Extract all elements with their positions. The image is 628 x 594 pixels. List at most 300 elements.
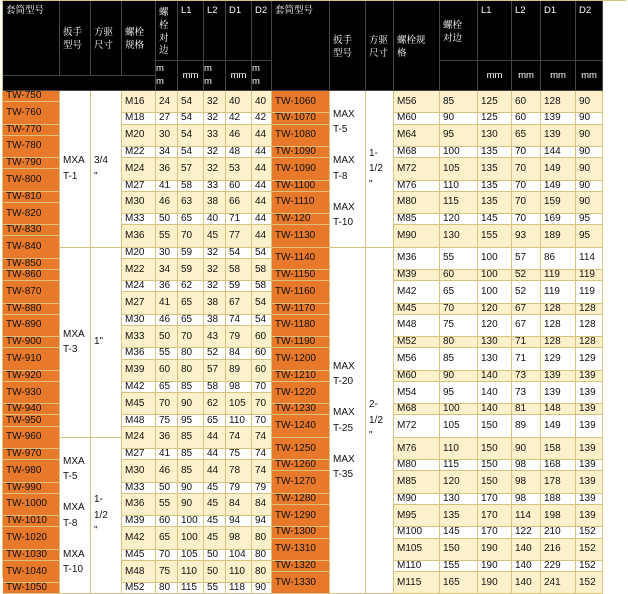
l1-cell: 95 [178, 415, 204, 426]
l1-cell: 70 [178, 225, 204, 247]
d1-cell: 110 [226, 561, 252, 583]
header-bolt: 螺栓 规格 [122, 1, 156, 76]
flats-cell-right: 155 [440, 561, 478, 572]
header-blank [3, 76, 156, 91]
bolt-cell: M22 [122, 147, 156, 158]
type-cell: TW-1040 [3, 561, 60, 583]
l2-cell-right: 81 [512, 404, 541, 415]
d1-cell-right: 128 [541, 91, 576, 113]
d2-cell: 84 [252, 494, 272, 516]
d2-cell-right: 128 [576, 315, 603, 337]
bolt-cell: M48 [122, 561, 156, 583]
d1-cell-right: 189 [541, 225, 576, 247]
d1-cell-right: 149 [541, 415, 576, 437]
l1-cell: 54 [178, 113, 204, 124]
l2-cell: 32 [204, 248, 226, 259]
d1-cell-right: 139 [541, 125, 576, 147]
flats-cell: 70 [156, 550, 178, 561]
l2-cell-right: 73 [512, 382, 541, 404]
bolt-cell-right: M80 [394, 192, 440, 214]
flats-cell: 36 [156, 427, 178, 449]
header-type-right: 套筒型号 [272, 1, 330, 91]
flats-cell: 24 [156, 91, 178, 113]
flats-cell-right: 130 [440, 494, 478, 505]
flats-cell: 70 [156, 393, 178, 415]
flats-cell: 46 [156, 192, 178, 214]
bolt-cell-right: M90 [394, 225, 440, 247]
flats-cell: 46 [156, 460, 178, 482]
l1-cell-right: 130 [478, 337, 512, 348]
flats-cell: 34 [156, 259, 178, 281]
d2-cell-right: 139 [576, 471, 603, 493]
d2-cell: 44 [252, 225, 272, 247]
l2-cell: 65 [204, 415, 226, 426]
bolt-cell: M36 [122, 494, 156, 516]
d2-cell: 42 [252, 113, 272, 124]
type-cell-right: TW-1210 [272, 371, 330, 382]
l2-cell: 50 [204, 550, 226, 561]
d1-cell-right: 139 [541, 371, 576, 382]
type-cell: TW-880 [3, 304, 60, 315]
flats-cell: 36 [156, 281, 178, 292]
d2-cell-right: 119 [576, 270, 603, 281]
d1-cell-right: 119 [541, 270, 576, 281]
l1-cell: 70 [178, 326, 204, 348]
bolt-cell: M30 [122, 460, 156, 482]
bolt-cell: M30 [122, 192, 156, 214]
d1-cell: 110 [226, 415, 252, 426]
header-drive-right: 方驱 尺寸 [366, 1, 394, 91]
flats-cell: 80 [156, 583, 178, 594]
d1-cell: 40 [226, 91, 252, 113]
type-cell-right: TW-1160 [272, 281, 330, 303]
l1-cell: 90 [178, 494, 204, 516]
bolt-cell-right: M80 [394, 460, 440, 471]
d1-cell-right: 158 [541, 438, 576, 460]
d2-cell: 60 [252, 360, 272, 382]
l2-cell: 58 [204, 382, 226, 393]
flats-cell: 34 [156, 147, 178, 158]
d2-cell-right: 90 [576, 192, 603, 214]
d1-cell: 59 [226, 281, 252, 292]
l2-cell-right: 52 [512, 281, 541, 303]
l1-cell-right: 170 [478, 505, 512, 527]
d2-cell: 80 [252, 561, 272, 583]
d2-cell-right: 90 [576, 125, 603, 147]
l2-cell-right: 71 [512, 337, 541, 348]
flats-cell-right: 95 [440, 382, 478, 404]
d2-cell: 44 [252, 125, 272, 147]
type-cell-right: TW-1330 [272, 572, 330, 594]
flats-cell-right: 100 [440, 147, 478, 158]
d1-cell-right: 178 [541, 471, 576, 493]
l1-cell-right: 140 [478, 371, 512, 382]
l2-cell: 33 [204, 181, 226, 192]
d1-cell-right: 229 [541, 561, 576, 572]
l2-cell: 45 [204, 225, 226, 247]
type-cell-right: TW-1240 [272, 415, 330, 437]
l1-cell-right: 155 [478, 225, 512, 247]
flats-cell-right: 120 [440, 471, 478, 493]
l1-cell-right: 130 [478, 348, 512, 370]
d2-cell-right: 139 [576, 460, 603, 471]
flats-cell-right: 110 [440, 181, 478, 192]
l2-cell: 32 [204, 113, 226, 124]
type-cell-right: TW-1230 [272, 404, 330, 415]
type-cell-right: TW-1080 [272, 125, 330, 147]
d2-cell-right: 128 [576, 304, 603, 315]
l1-cell: 59 [178, 248, 204, 259]
flats-cell-right: 115 [440, 192, 478, 214]
l1-cell-right: 125 [478, 113, 512, 124]
flats-cell-right: 105 [440, 158, 478, 180]
wrench-group: MXA T-3 [60, 248, 91, 438]
d2-cell-right: 152 [576, 572, 603, 594]
l1-cell: 54 [178, 147, 204, 158]
l1-cell-right: 135 [478, 192, 512, 214]
type-cell-right: TW-1260 [272, 460, 330, 471]
l2-cell-right: 114 [512, 505, 541, 527]
d2-cell: 54 [252, 315, 272, 326]
bolt-cell-right: M56 [394, 348, 440, 370]
d1-cell-right: 149 [541, 181, 576, 192]
d1-cell: 118 [226, 583, 252, 594]
header-d1: D1 [226, 1, 252, 61]
bolt-cell-right: M52 [394, 337, 440, 348]
d2-cell: 44 [252, 214, 272, 225]
header-bolt-right: 螺栓规 格 [394, 1, 440, 91]
type-cell: TW-840 [3, 236, 60, 258]
flats-cell-right: 65 [440, 281, 478, 303]
d1-cell: 105 [226, 393, 252, 415]
l2-cell-right: 65 [512, 125, 541, 147]
d2-cell: 44 [252, 192, 272, 214]
bolt-cell-right: M45 [394, 304, 440, 315]
bolt-cell-right: M72 [394, 415, 440, 437]
d1-cell: 42 [226, 113, 252, 124]
type-cell-right: TW-1130 [272, 225, 330, 247]
d1-cell-right: 149 [541, 158, 576, 180]
l2-cell: 33 [204, 125, 226, 147]
l1-cell: 80 [178, 360, 204, 382]
bolt-cell: M18 [122, 113, 156, 124]
header-d1-unit: mm [226, 61, 252, 91]
wrench-group: MXA T-1 [60, 91, 91, 248]
d1-cell: 74 [226, 427, 252, 449]
bolt-cell-right: M42 [394, 281, 440, 303]
bolt-cell-right: M110 [394, 561, 440, 572]
l2-cell: 38 [204, 315, 226, 326]
l2-cell: 44 [204, 427, 226, 449]
drive-group: 3/4 " [91, 91, 122, 248]
l1-cell-right: 140 [478, 404, 512, 415]
bolt-cell: M20 [122, 125, 156, 147]
type-cell: TW-750 [3, 91, 60, 102]
l2-cell-right: 140 [512, 539, 541, 561]
d2-cell-right: 139 [576, 371, 603, 382]
flats-cell-right: 130 [440, 225, 478, 247]
d2-cell-right: 152 [576, 561, 603, 572]
d2-cell-right: 95 [576, 214, 603, 225]
bolt-cell-right: M68 [394, 404, 440, 415]
d2-cell-right: 139 [576, 404, 603, 415]
l2-cell-right: 70 [512, 214, 541, 225]
d1-cell: 84 [226, 348, 252, 359]
l2-cell-right: 57 [512, 248, 541, 270]
bolt-cell-right: M54 [394, 382, 440, 404]
type-cell: TW-990 [3, 483, 60, 494]
d2-cell: 44 [252, 158, 272, 180]
flats-cell-right: 145 [440, 527, 478, 538]
d2-cell-right: 119 [576, 281, 603, 303]
flats-cell: 36 [156, 158, 178, 180]
flats-cell: 30 [156, 125, 178, 147]
header-flats-unit-right [440, 61, 478, 91]
header-flats-right: 螺栓 对边 [440, 1, 478, 61]
type-cell-right: TW-1270 [272, 471, 330, 493]
d1-cell: 78 [226, 460, 252, 482]
bolt-cell: M33 [122, 214, 156, 225]
type-cell-right: TW-1180 [272, 315, 330, 337]
bolt-cell: M45 [122, 550, 156, 561]
type-cell-right: TW-120 [272, 214, 330, 225]
d1-cell: 79 [226, 483, 252, 494]
bolt-cell-right: M76 [394, 438, 440, 460]
type-cell: TW-900 [3, 337, 60, 348]
flats-cell: 50 [156, 214, 178, 225]
type-cell: TW-810 [3, 192, 60, 203]
d1-cell-right: 198 [541, 505, 576, 527]
l2-cell: 44 [204, 460, 226, 482]
l2-cell-right: 67 [512, 315, 541, 337]
header-d1-unit-right: mm [541, 61, 576, 91]
l1-cell-right: 140 [478, 382, 512, 404]
flats-cell: 50 [156, 483, 178, 494]
flats-cell-right: 90 [440, 371, 478, 382]
d2-cell-right: 90 [576, 158, 603, 180]
type-cell-right: TW-1310 [272, 539, 330, 561]
d1-cell-right: 216 [541, 539, 576, 561]
d2-cell-right: 152 [576, 527, 603, 538]
flats-cell-right: 75 [440, 315, 478, 337]
flats-cell: 75 [156, 415, 178, 426]
l1-cell-right: 145 [478, 214, 512, 225]
l2-cell: 32 [204, 281, 226, 292]
d1-cell-right: 129 [541, 348, 576, 370]
flats-cell-right: 95 [440, 125, 478, 147]
l1-cell: 59 [178, 259, 204, 281]
d2-cell-right: 90 [576, 181, 603, 192]
l1-cell-right: 120 [478, 304, 512, 315]
bolt-cell: M42 [122, 382, 156, 393]
type-cell: TW-930 [3, 382, 60, 404]
l2-cell-right: 90 [512, 438, 541, 460]
l2-cell: 32 [204, 259, 226, 281]
d1-cell: 66 [226, 192, 252, 214]
flats-cell: 65 [156, 527, 178, 549]
flats-cell: 41 [156, 292, 178, 314]
d2-cell: 70 [252, 393, 272, 415]
type-cell: TW-1000 [3, 494, 60, 516]
flats-cell-right: 135 [440, 505, 478, 527]
l1-cell-right: 190 [478, 539, 512, 561]
bolt-cell: M52 [122, 583, 156, 594]
type-cell: TW-980 [3, 460, 60, 482]
l1-cell: 85 [178, 382, 204, 393]
d1-cell-right: 148 [541, 404, 576, 415]
bolt-cell: M42 [122, 527, 156, 549]
d2-cell: 80 [252, 550, 272, 561]
l2-cell-right: 70 [512, 192, 541, 214]
l1-cell: 57 [178, 158, 204, 180]
d2-cell-right: 139 [576, 494, 603, 505]
d1-cell-right: 241 [541, 572, 576, 594]
flats-cell-right: 105 [440, 415, 478, 437]
d2-cell-right: 90 [576, 147, 603, 158]
type-cell-right: TW-1150 [272, 270, 330, 281]
l1-cell: 54 [178, 125, 204, 147]
flats-cell-right: 120 [440, 214, 478, 225]
d2-cell-right: 139 [576, 505, 603, 527]
l2-cell: 45 [204, 483, 226, 494]
l1-cell-right: 170 [478, 494, 512, 505]
l2-cell-right: 89 [512, 415, 541, 437]
l1-cell: 65 [178, 292, 204, 314]
header-l2-right: L2 [512, 1, 541, 61]
bolt-cell: M24 [122, 427, 156, 449]
d2-cell: 90 [252, 583, 272, 594]
bolt-cell: M39 [122, 516, 156, 527]
flats-cell: 41 [156, 181, 178, 192]
drive-group: 1- 1/2 " [91, 438, 122, 594]
flats-cell-right: 110 [440, 438, 478, 460]
d2-cell-right: 139 [576, 438, 603, 460]
type-cell: TW-800 [3, 169, 60, 191]
drive-group-right: 1- 1/2 " [366, 91, 394, 248]
d1-cell-right: 86 [541, 248, 576, 270]
l2-cell-right: 122 [512, 527, 541, 538]
d2-cell-right: 152 [576, 539, 603, 561]
l2-cell-right: 73 [512, 371, 541, 382]
bolt-cell: M45 [122, 393, 156, 415]
l2-cell: 45 [204, 494, 226, 516]
l1-cell-right: 150 [478, 438, 512, 460]
l2-cell: 45 [204, 516, 226, 527]
header-l2: L2 [204, 1, 226, 61]
header-wrench: 扳手 型号 [60, 1, 91, 76]
bolt-cell-right: M72 [394, 158, 440, 180]
bolt-cell: M33 [122, 483, 156, 494]
d1-cell: 60 [226, 181, 252, 192]
flats-cell-right: 70 [440, 304, 478, 315]
l1-cell: 90 [178, 483, 204, 494]
bolt-cell-right: M68 [394, 147, 440, 158]
d1-cell: 98 [226, 382, 252, 393]
type-cell: TW-1050 [3, 583, 60, 594]
bolt-cell-right: M36 [394, 248, 440, 270]
l1-cell-right: 130 [478, 125, 512, 147]
flats-cell: 41 [156, 449, 178, 460]
d2-cell-right: 95 [576, 225, 603, 247]
l2-cell: 38 [204, 192, 226, 214]
l1-cell-right: 100 [478, 270, 512, 281]
l2-cell-right: 60 [512, 113, 541, 124]
d2-cell: 54 [252, 248, 272, 259]
bolt-cell: M24 [122, 158, 156, 180]
header-flats: 螺 栓 对 边 [156, 1, 178, 61]
flats-cell: 55 [156, 225, 178, 247]
l1-cell: 54 [178, 91, 204, 113]
l1-cell-right: 190 [478, 572, 512, 594]
type-cell: TW-850 [3, 259, 60, 270]
header-d2: D2 [252, 1, 272, 61]
d2-cell: 74 [252, 427, 272, 449]
bolt-cell: M30 [122, 315, 156, 326]
header-wrench-right: 扳手 型号 [330, 1, 366, 91]
bolt-cell: M39 [122, 360, 156, 382]
type-cell: TW-910 [3, 348, 60, 370]
bolt-cell-right: M85 [394, 471, 440, 493]
type-cell-right: TW-1290 [272, 505, 330, 527]
type-cell: TW-820 [3, 203, 60, 225]
d1-cell: 89 [226, 360, 252, 382]
l2-cell: 55 [204, 583, 226, 594]
l1-cell-right: 135 [478, 147, 512, 158]
l2-cell-right: 98 [512, 460, 541, 471]
flats-cell: 30 [156, 248, 178, 259]
l2-cell-right: 70 [512, 158, 541, 180]
flats-cell-right: 100 [440, 404, 478, 415]
d1-cell: 74 [226, 315, 252, 326]
header-l1-right: L1 [478, 1, 512, 61]
type-cell: TW-890 [3, 315, 60, 337]
header-d2-unit-right: mm [576, 61, 603, 91]
l1-cell: 105 [178, 550, 204, 561]
d1-cell: 46 [226, 125, 252, 147]
wrench-group-right: MAX T-20 MAX T-25 MAX T-35 [330, 248, 366, 594]
flats-cell: 55 [156, 348, 178, 359]
header-l1-unit: mm [178, 61, 204, 91]
d2-cell: 44 [252, 147, 272, 158]
flats-cell: 50 [156, 326, 178, 348]
flats-cell-right: 60 [440, 270, 478, 281]
bolt-cell-right: M90 [394, 494, 440, 505]
flats-cell: 55 [156, 494, 178, 516]
l1-cell: 62 [178, 281, 204, 292]
spec-table [2, 0, 626, 594]
type-cell: TW-1030 [3, 550, 60, 561]
flats-cell: 27 [156, 113, 178, 124]
l1-cell: 85 [178, 427, 204, 449]
d2-cell: 60 [252, 326, 272, 348]
l2-cell-right: 140 [512, 572, 541, 594]
type-cell: TW-870 [3, 281, 60, 303]
type-cell: TW-950 [3, 415, 60, 426]
bolt-cell-right: M85 [394, 214, 440, 225]
header-l1-unit-right: mm [478, 61, 512, 91]
l1-cell: 115 [178, 583, 204, 594]
bolt-cell: M27 [122, 292, 156, 314]
l2-cell: 52 [204, 348, 226, 359]
type-cell: TW-770 [3, 125, 60, 136]
bolt-cell-right: M60 [394, 371, 440, 382]
type-cell: TW-760 [3, 102, 60, 124]
flats-cell-right: 150 [440, 539, 478, 561]
type-cell: TW-780 [3, 136, 60, 158]
l2-cell: 32 [204, 147, 226, 158]
l1-cell: 65 [178, 315, 204, 326]
l1-cell: 100 [178, 516, 204, 527]
